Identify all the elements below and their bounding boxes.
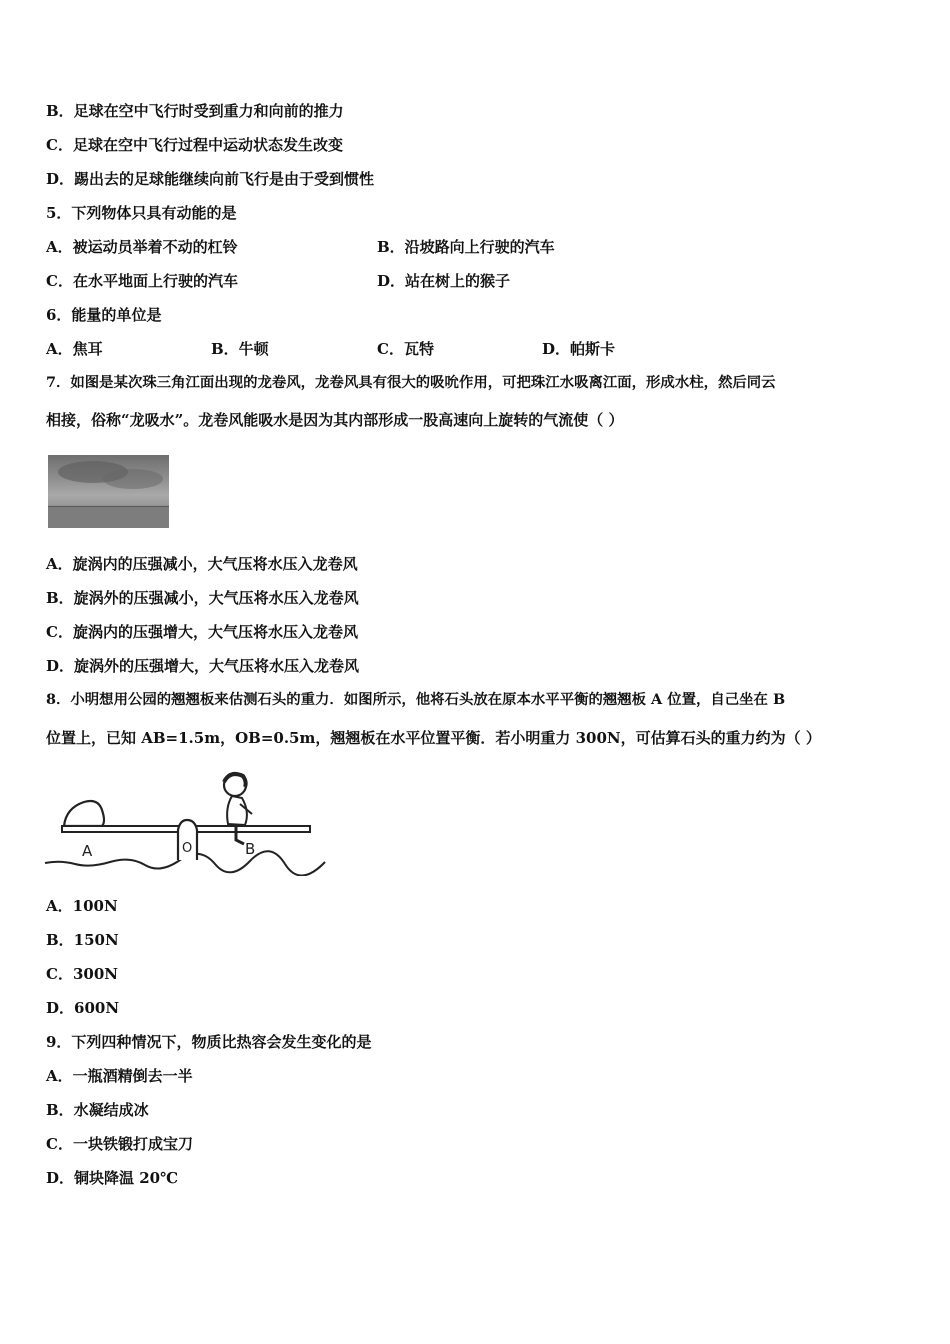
question-7-option-a: A．旋涡内的压强减小，大气压将水压入龙卷风 (46, 555, 358, 573)
question-9-option-c: C．一块铁锻打成宝刀 (46, 1135, 193, 1153)
cloud-shape (103, 469, 163, 489)
person-body (227, 796, 247, 825)
question-6-option-d: D．帕斯卡 (542, 340, 616, 358)
question-9-stem: 9．下列四种情况下，物质比热容会发生变化的是 (46, 1033, 372, 1051)
stone-shape (64, 801, 104, 826)
question-9-option-d: D．铜块降温 20℃ (46, 1169, 179, 1187)
label-a: A (82, 842, 93, 860)
question-7-stem-line-2: 相接，俗称“龙吸水”。龙卷风能吸水是因为其内部形成一股高速向上旋转的气流使（ ） (46, 411, 624, 429)
tornado-photo (48, 455, 169, 528)
question-7-option-d: D．旋涡外的压强增大，大气压将水压入龙卷风 (46, 657, 360, 675)
question-6-option-a: A．焦耳 (46, 340, 103, 358)
question-8-stem-line-2: 位置上，已知 AB=1.5m，OB=0.5m，翘翘板在水平位置平衡．若小明重力 300N，可估算石头的重力约为（ ） (46, 729, 821, 747)
question-7-stem-line-1: 7．如图是某次珠三角江面出现的龙卷风，龙卷风具有很大的吸吮作用，可把珠江水吸离江面，形成水柱，然后同云 (46, 374, 776, 391)
label-o: O (182, 841, 193, 856)
question-4-option-d: D．踢出去的足球能继续向前飞行是由于受到惯性 (46, 170, 375, 188)
question-5-option-b: B．沿坡路向上行驶的汽车 (377, 238, 555, 256)
question-8-stem-line-1: 8．小明想用公园的翘翘板来估测石头的重力．如图所示，他将石头放在原本水平平衡的翘翘板 A 位置，自己坐在 B (46, 691, 786, 708)
question-6-stem: 6．能量的单位是 (46, 306, 162, 324)
question-8-option-a: A．100N (46, 897, 118, 915)
question-5-option-c: C．在水平地面上行驶的汽车 (46, 272, 238, 290)
question-8-option-d: D．600N (46, 999, 120, 1017)
seesaw-figure (40, 768, 332, 876)
label-b: B (245, 840, 256, 858)
question-8-option-b: B．150N (46, 931, 119, 949)
question-5-option-d: D．站在树上的猴子 (377, 272, 511, 290)
question-4-option-b: B．足球在空中飞行时受到重力和向前的推力 (46, 102, 344, 120)
question-5-stem: 5．下列物体只具有动能的是 (46, 204, 237, 222)
question-7-option-b: B．旋涡外的压强减小，大气压将水压入龙卷风 (46, 589, 359, 607)
question-7-option-c: C．旋涡内的压强增大，大气压将水压入龙卷风 (46, 623, 358, 641)
question-9-option-a: A．一瓶酒精倒去一半 (46, 1067, 193, 1085)
sea-surface (48, 507, 169, 528)
question-4-option-c: C．足球在空中飞行过程中运动状态发生改变 (46, 136, 343, 154)
question-8-option-c: C．300N (46, 965, 118, 983)
question-6-option-b: B．牛顿 (211, 340, 269, 358)
question-9-option-b: B．水凝结成冰 (46, 1101, 149, 1119)
question-6-option-c: C．瓦特 (377, 340, 434, 358)
question-5-option-a: A．被运动员举着不动的杠铃 (46, 238, 238, 256)
